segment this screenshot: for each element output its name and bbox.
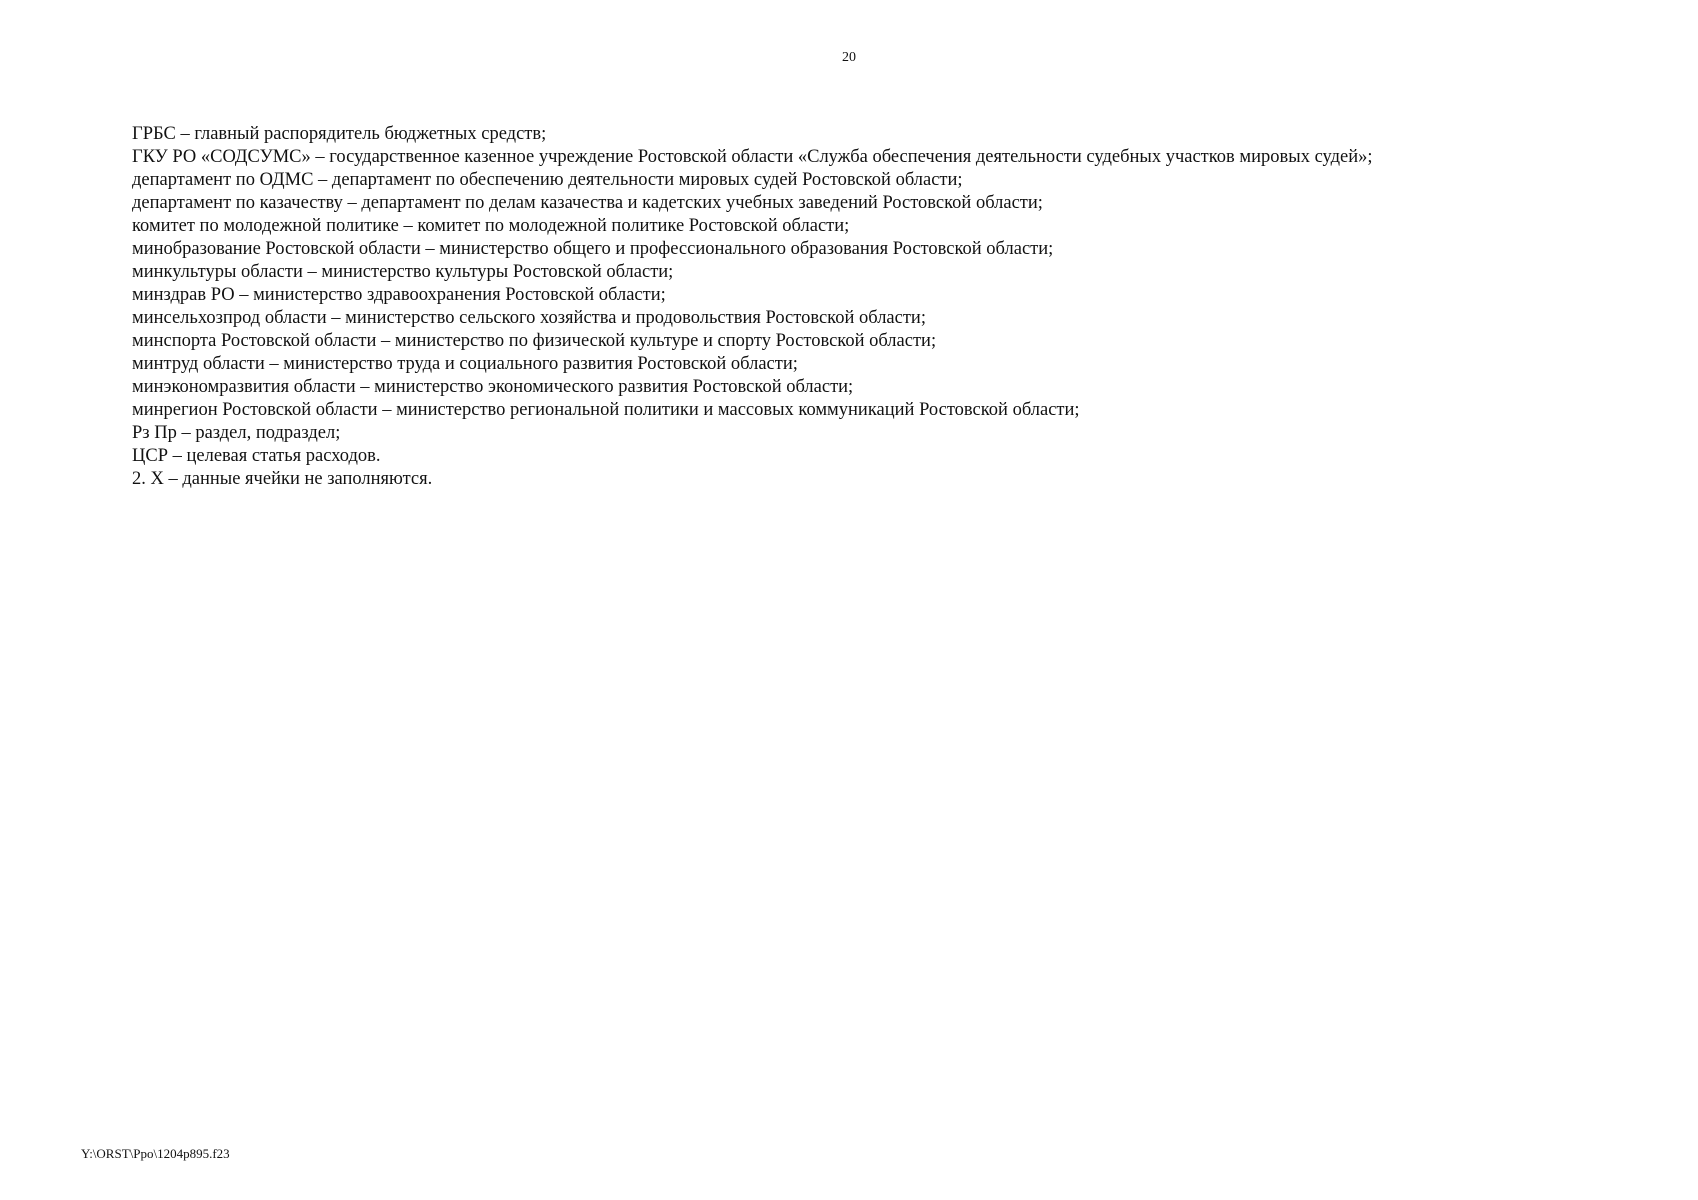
abbreviation-list [132, 123, 1652, 491]
list-item: департамент по казачеству – департамент по делам казачества и кадетских учебных заведений Ростовской области; [132, 193, 1043, 213]
list-item: минспорта Ростовской области – министерство по физической культуре и спорту Ростовской области; [132, 331, 937, 351]
list-item: комитет по молодежной политике – комитет по молодежной политике Ростовской области; [132, 216, 850, 236]
list-item: минобразование Ростовской области – министерство общего и профессионального образования Ростовской области; [132, 239, 1054, 259]
list-item: ГКУ РО «СОДСУМС» – государственное казенное учреждение Ростовской области «Служба обеспечения деятельности судебных участков мировых судей»; [132, 147, 1373, 167]
list-item: 2. Х – данные ячейки не заполняются. [132, 469, 433, 489]
list-item: минкультуры области – министерство культуры Ростовской области; [132, 262, 674, 282]
list-item: минсельхозпрод области – министерство сельского хозяйства и продовольствия Ростовской области; [132, 308, 926, 328]
list-item: минтруд области – министерство труда и социального развития Ростовской области; [132, 354, 798, 374]
list-item: минэкономразвития области – министерство экономического развития Ростовской области; [132, 377, 854, 397]
list-item: ГРБС – главный распорядитель бюджетных средств; [132, 124, 547, 144]
list-item: ЦСР – целевая статья расходов. [132, 446, 381, 466]
list-item: департамент по ОДМС – департамент по обеспечению деятельности мировых судей Ростовской области; [132, 170, 963, 190]
list-item: минздрав РО – министерство здравоохранения Ростовской области; [132, 285, 666, 305]
page-number: 20 [842, 50, 856, 65]
list-item: Рз Пр – раздел, подраздел; [132, 423, 341, 443]
list-item: минрегион Ростовской области – министерство региональной политики и массовых коммуникаций Ростовской области; [132, 400, 1080, 420]
footer-file-path: Y:\ORST\Ppo\1204p895.f23 [81, 1146, 230, 1161]
